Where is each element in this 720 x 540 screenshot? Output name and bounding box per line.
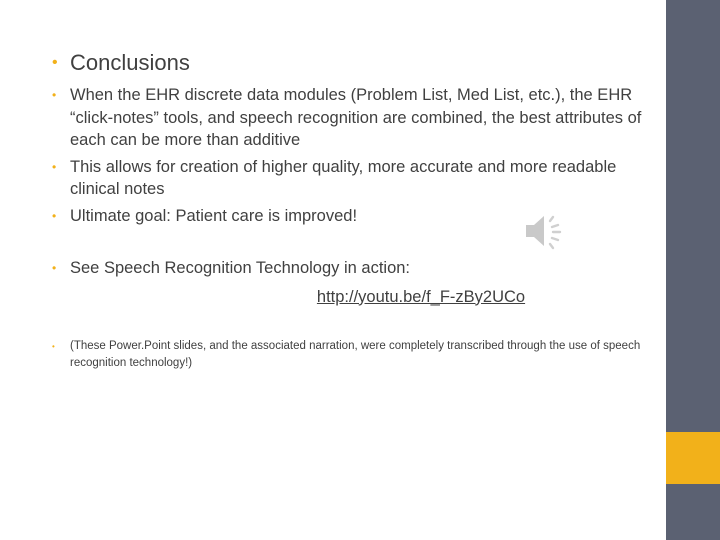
bullet-2-text: This allows for creation of higher quality, more accurate and more readable clinical notes [70, 157, 617, 198]
see-demo-item [52, 257, 652, 308]
bullet-1-text: When the EHR discrete data modules (Problem List, Med List, etc.), the EHR “click-notes” tools, and speech recognition are combined, the best attributes of each can be more than additive [70, 86, 642, 149]
bullet-icon: • [52, 261, 57, 275]
bullet-icon: • [52, 342, 55, 351]
bullet-3-text: Ultimate goal: Patient care is improved! [70, 206, 358, 225]
footnote-text: (These Power.Point slides, and the associated narration, were completely transcribed through the use of speech recognition technology!) [70, 340, 641, 369]
bullet-1 [52, 84, 652, 152]
sidebar-accent-block [666, 432, 720, 484]
slide-heading [52, 44, 652, 82]
see-demo-text: See Speech Recognition Technology in action: [70, 259, 411, 277]
heading-text: Conclusions [70, 50, 190, 75]
bullet-2 [52, 156, 652, 201]
video-link[interactable]: http://youtu.be/f_F-zBy2UCo [316, 287, 526, 306]
footnote-item [52, 338, 652, 372]
bullet-icon: • [52, 208, 57, 223]
bullet-icon: • [52, 159, 57, 174]
bullet-icon: • [52, 88, 57, 102]
speaker-icon[interactable] [520, 208, 572, 254]
bullet-icon: • [52, 54, 58, 71]
